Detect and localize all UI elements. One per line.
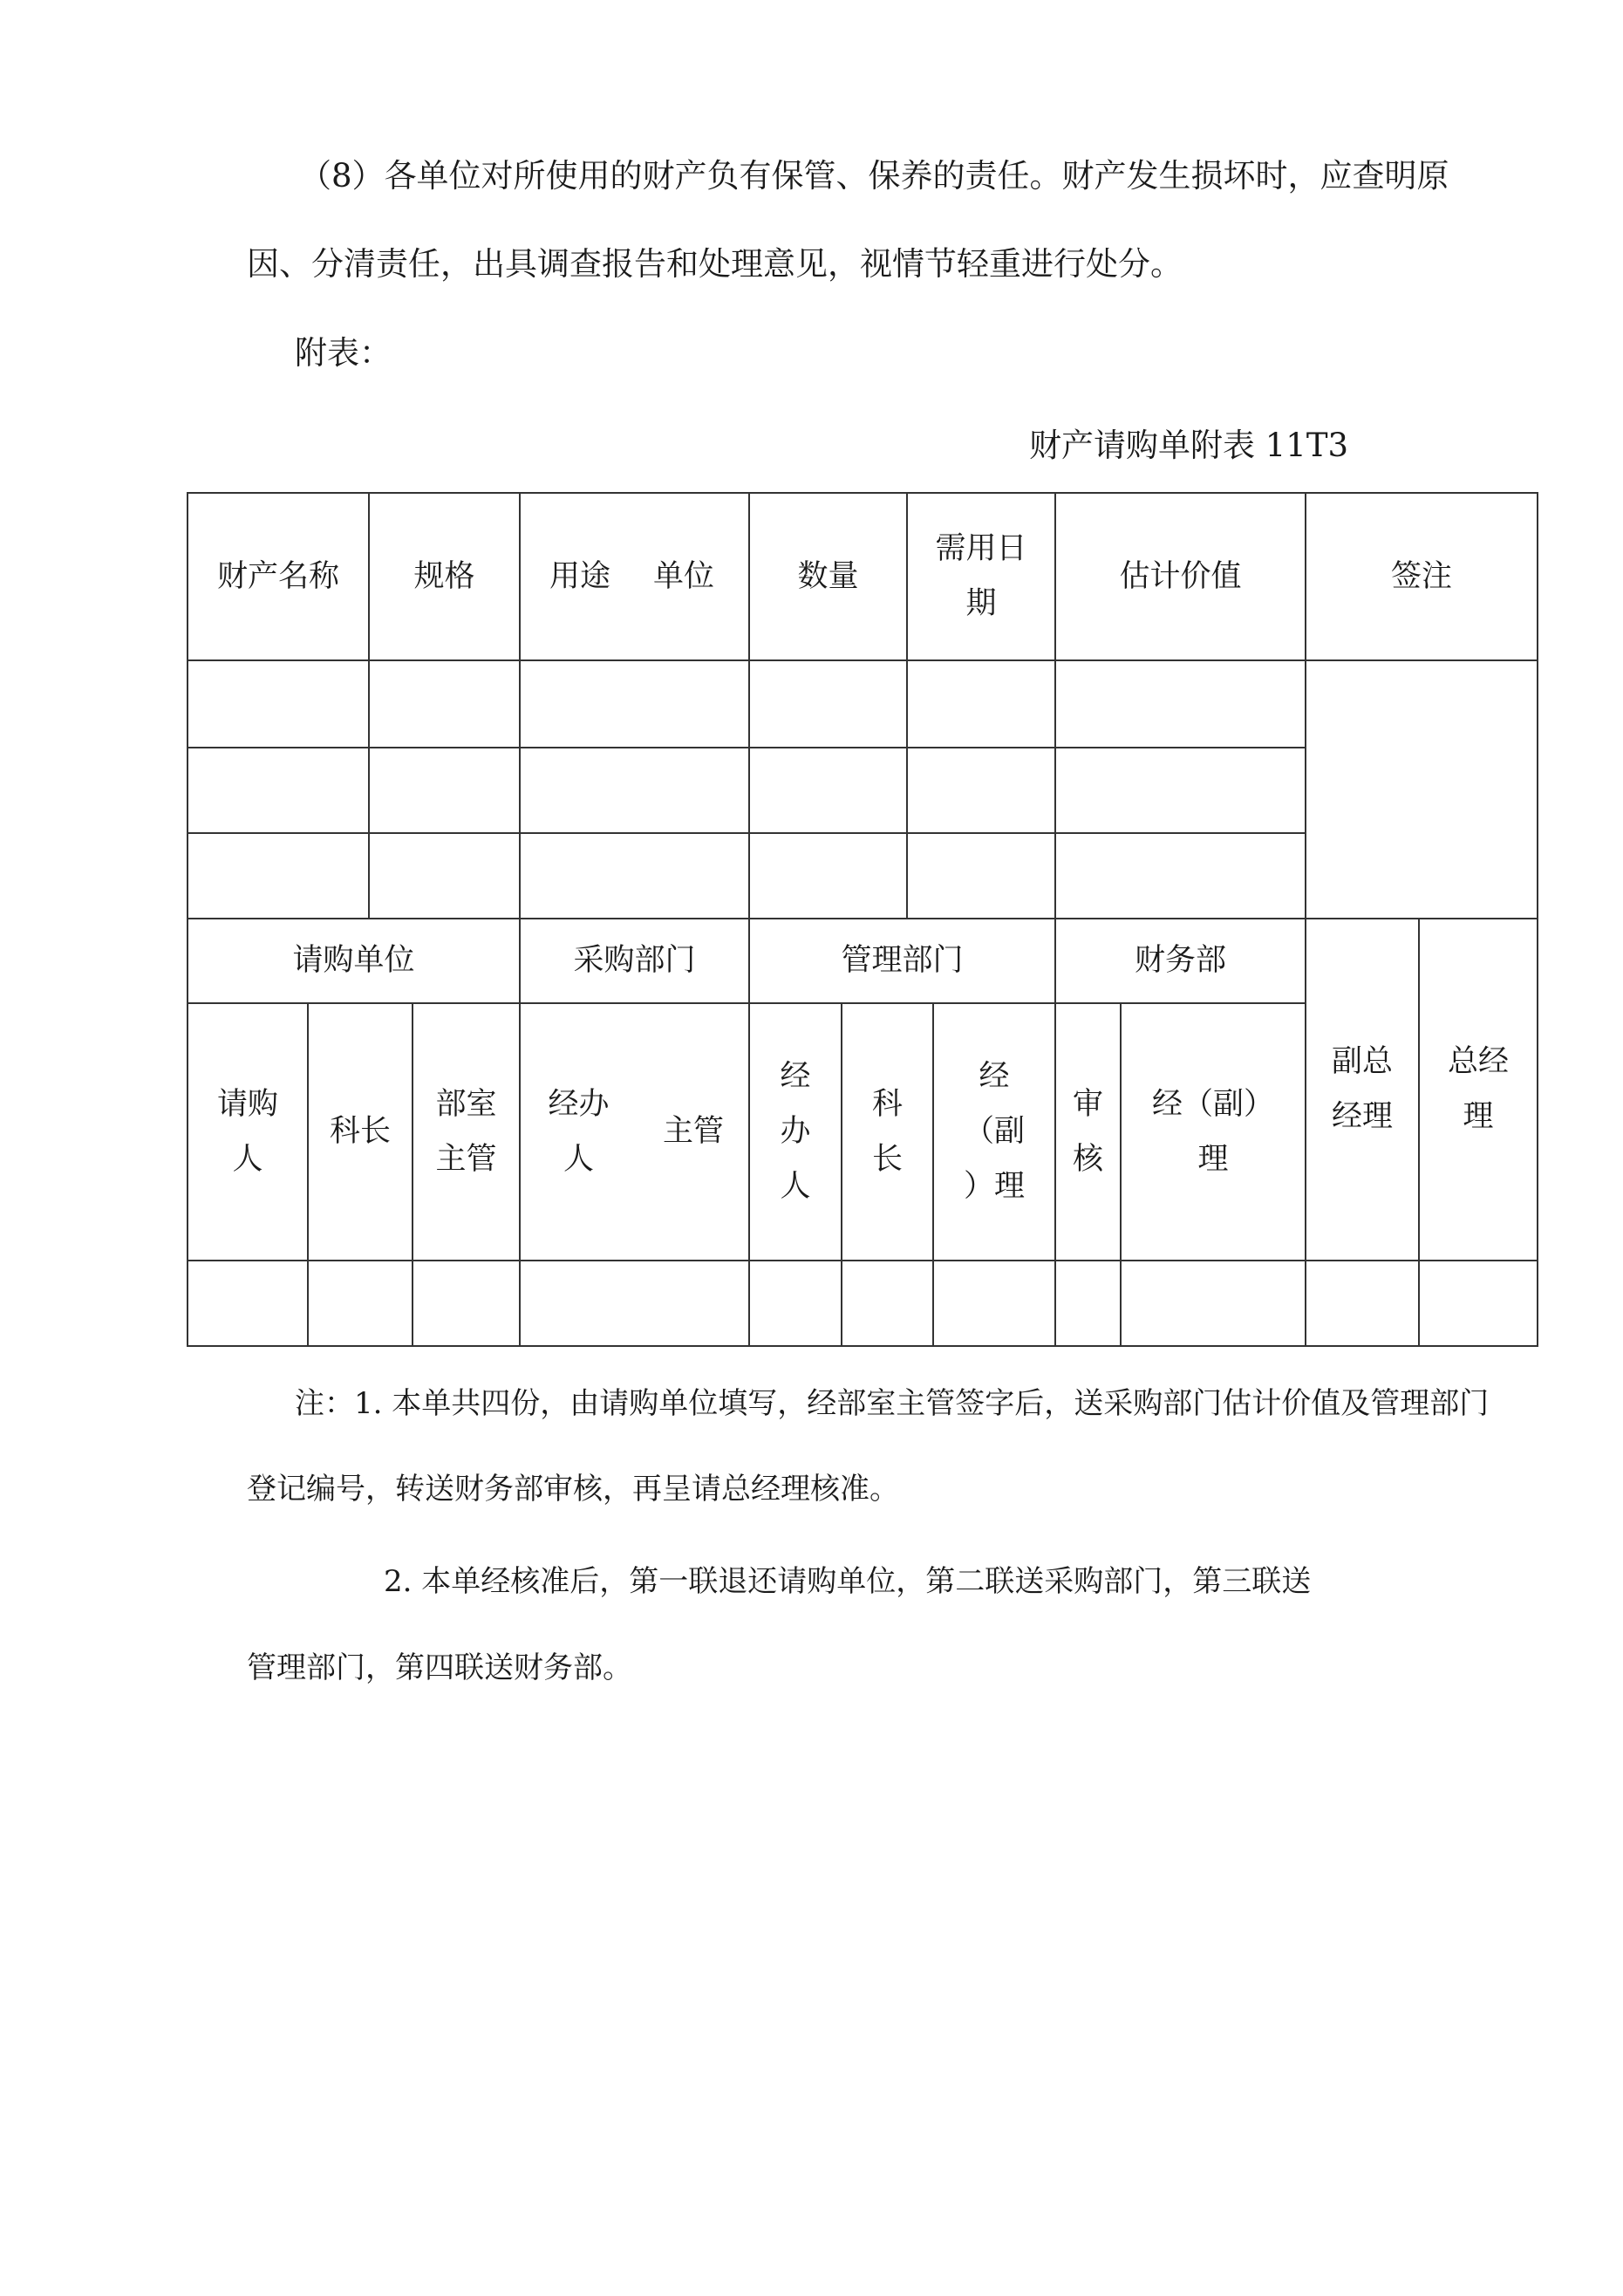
audit-char-2: 核 xyxy=(1072,1141,1103,1177)
header-date xyxy=(907,493,1055,660)
signer-mgmt-manager xyxy=(933,1003,1055,1261)
deputy-general-manager xyxy=(1306,919,1419,1261)
header-estimated-value: 估计价值 xyxy=(1119,558,1242,594)
note-2-line-1: 2. 本单经核准后，第一联退还请购单位，第二联送采购部门，第三联送 xyxy=(384,1564,1312,1599)
paragraph-8-line-1: （8）各单位对所使用的财产负有保管、保养的责任。财产发生损坏时，应查明原 xyxy=(299,157,1449,195)
signer-dept-head xyxy=(413,1003,520,1261)
signer-finance-manager xyxy=(1121,1003,1306,1261)
form-title: 财产请购单附表 11T3 xyxy=(1029,427,1349,464)
dept-management: 管理部门 xyxy=(841,943,964,978)
signer-supervisor: 主管 xyxy=(662,1114,724,1149)
fin-manager-line-1: 经（副） xyxy=(1151,1086,1274,1122)
deputy-gm-line-2: 经理 xyxy=(1331,1099,1393,1134)
note-1-line-1: 注：1. 本单共四份，由请购单位填写，经部室主管签字后，送采购部门估计价值及管理部门 xyxy=(295,1386,1490,1421)
dept-requesting-unit: 请购单位 xyxy=(292,943,415,978)
signer-mgmt-chief xyxy=(842,1003,933,1261)
signer-handler xyxy=(520,1003,638,1261)
header-spec: 规格 xyxy=(413,558,475,594)
header-usage: 用途 xyxy=(549,558,610,594)
requester-line-2: 人 xyxy=(232,1141,263,1177)
handler-line-2: 人 xyxy=(563,1141,594,1177)
general-manager xyxy=(1419,919,1538,1261)
mgmt-chief-char-1: 科 xyxy=(871,1086,903,1122)
mgmt-handler-char-1: 经 xyxy=(780,1059,811,1094)
mgmt-chief-char-2: 长 xyxy=(871,1141,903,1177)
dept-finance: 财务部 xyxy=(1134,943,1226,978)
gm-line-2: 理 xyxy=(1463,1099,1494,1134)
header-remarks: 签注 xyxy=(1390,558,1452,594)
fin-manager-line-2: 理 xyxy=(1197,1141,1229,1177)
dept-purchasing: 采购部门 xyxy=(573,943,696,978)
signer-section-chief: 科长 xyxy=(329,1114,391,1149)
note-1-line-2: 登记编号，转送财务部审核，再呈请总经理核准。 xyxy=(247,1472,899,1507)
signer-audit xyxy=(1055,1003,1121,1261)
deputy-gm-line-1: 副总 xyxy=(1331,1044,1393,1079)
header-name: 财产名称 xyxy=(216,558,339,594)
mgmt-handler-char-3: 人 xyxy=(780,1169,811,1204)
dept-head-line-2: 主管 xyxy=(435,1141,497,1177)
header-date-line-1: 需用日 xyxy=(935,531,1027,566)
header-date-line-2: 期 xyxy=(965,586,997,621)
gm-line-1: 总经 xyxy=(1447,1044,1509,1079)
signer-requester xyxy=(188,1003,308,1261)
audit-char-1: 审 xyxy=(1072,1086,1103,1122)
attachment-label: 附表： xyxy=(295,334,392,372)
paragraph-8-line-2: 因、分清责任，出具调查报告和处理意见，视情节轻重进行处分。 xyxy=(247,245,1183,283)
mgmt-manager-char-3: ）理 xyxy=(963,1169,1025,1204)
dept-head-line-1: 部室 xyxy=(435,1086,497,1122)
note-2-line-2: 管理部门，第四联送财务部。 xyxy=(247,1650,632,1685)
signer-mgmt-handler xyxy=(749,1003,842,1261)
header-unit: 单位 xyxy=(652,558,714,594)
mgmt-manager-char-1: 经 xyxy=(979,1059,1010,1094)
mgmt-manager-char-2: （副 xyxy=(963,1114,1025,1149)
requester-line-1: 请购 xyxy=(216,1086,278,1122)
header-quantity: 数量 xyxy=(797,558,859,594)
mgmt-handler-char-2: 办 xyxy=(780,1114,811,1149)
handler-line-1: 经办 xyxy=(548,1086,610,1122)
